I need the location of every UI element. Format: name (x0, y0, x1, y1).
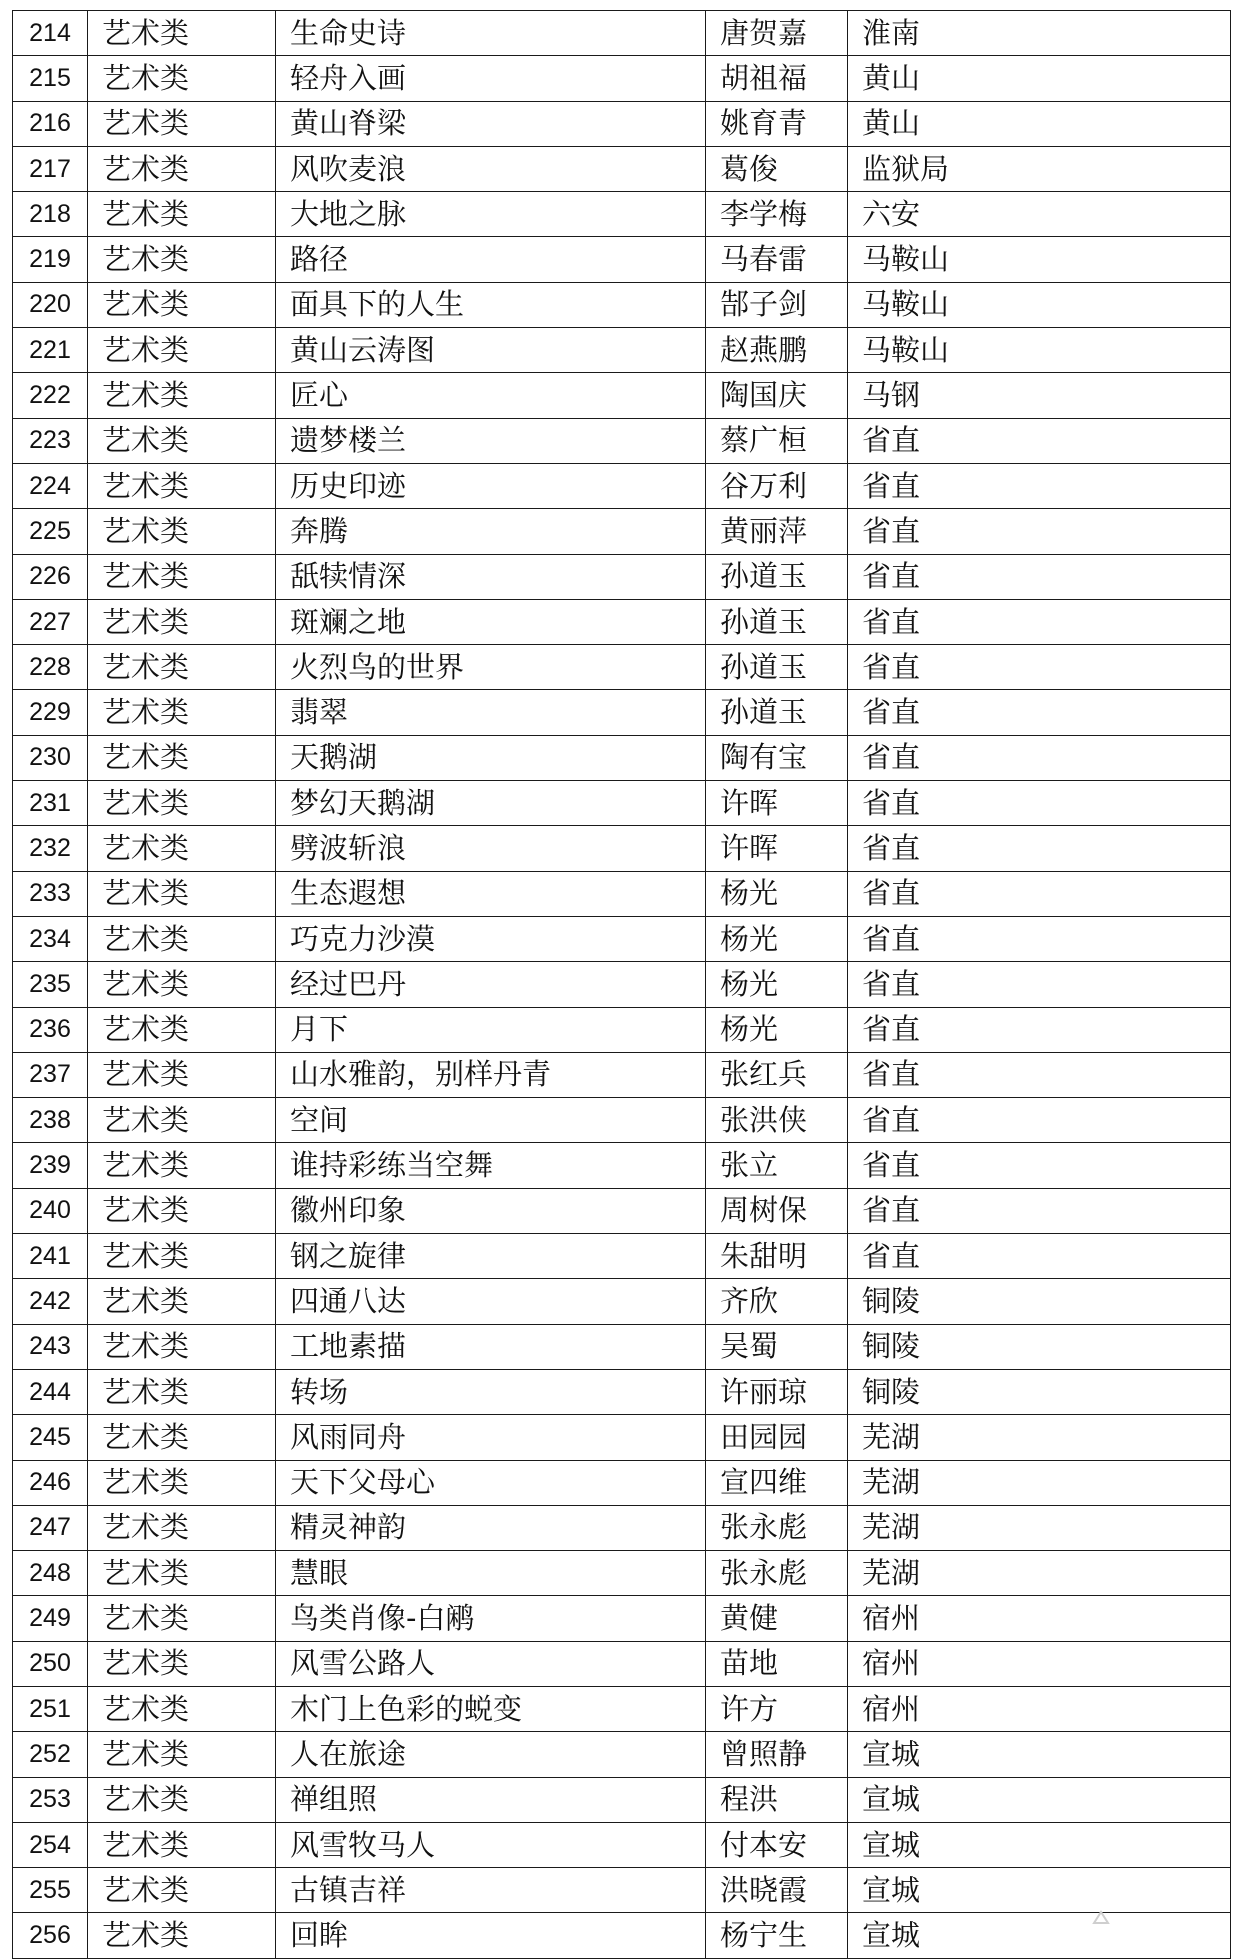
table-row (13, 962, 1231, 1007)
cell-number: 240 (13, 1188, 88, 1233)
cell-author: 许方 (706, 1686, 848, 1731)
cell-number: 243 (13, 1324, 88, 1369)
cell-title: 禅组照 (276, 1777, 706, 1822)
cell-number: 245 (13, 1415, 88, 1460)
cell-region: 省直 (848, 962, 1231, 1007)
cell-author: 黄丽萍 (706, 509, 848, 554)
cell-category: 艺术类 (88, 328, 276, 373)
cell-title: 劈波斩浪 (276, 826, 706, 871)
cell-category: 艺术类 (88, 101, 276, 146)
cell-author: 许晖 (706, 781, 848, 826)
cell-category: 艺术类 (88, 1777, 276, 1822)
cell-category: 艺术类 (88, 1732, 276, 1777)
cell-title: 木门上色彩的蜕变 (276, 1686, 706, 1731)
cell-category: 艺术类 (88, 645, 276, 690)
cell-number: 238 (13, 1098, 88, 1143)
cell-category: 艺术类 (88, 418, 276, 463)
cell-author: 杨宁生 (706, 1913, 848, 1958)
cell-title: 风雪公路人 (276, 1641, 706, 1686)
table-row (13, 871, 1231, 916)
cell-title: 黄山脊梁 (276, 101, 706, 146)
table-row (13, 1052, 1231, 1097)
cell-region: 省直 (848, 463, 1231, 508)
cell-region: 宣城 (848, 1777, 1231, 1822)
cell-author: 付本安 (706, 1822, 848, 1867)
cell-author: 赵燕鹏 (706, 328, 848, 373)
cell-category: 艺术类 (88, 237, 276, 282)
table-row (13, 56, 1231, 101)
cell-number: 220 (13, 282, 88, 327)
cell-author: 孙道玉 (706, 554, 848, 599)
cell-title: 翡翠 (276, 690, 706, 735)
table-row (13, 1234, 1231, 1279)
cell-author: 姚育青 (706, 101, 848, 146)
cell-number: 218 (13, 192, 88, 237)
cell-title: 风雨同舟 (276, 1415, 706, 1460)
cell-region: 芜湖 (848, 1460, 1231, 1505)
table-row (13, 1641, 1231, 1686)
cell-title: 古镇吉祥 (276, 1868, 706, 1913)
cell-number: 251 (13, 1686, 88, 1731)
cell-number: 230 (13, 735, 88, 780)
table-row (13, 11, 1231, 56)
cell-author: 齐欣 (706, 1279, 848, 1324)
table-row (13, 328, 1231, 373)
cell-author: 杨光 (706, 871, 848, 916)
cell-region: 马鞍山 (848, 237, 1231, 282)
cell-author: 苗地 (706, 1641, 848, 1686)
cell-category: 艺术类 (88, 1460, 276, 1505)
cell-category: 艺术类 (88, 1279, 276, 1324)
cell-number: 227 (13, 599, 88, 644)
table-row (13, 463, 1231, 508)
cell-category: 艺术类 (88, 1822, 276, 1867)
cell-author: 杨光 (706, 962, 848, 1007)
cell-title: 历史印迹 (276, 463, 706, 508)
cell-category: 艺术类 (88, 1505, 276, 1550)
cell-author: 马春雷 (706, 237, 848, 282)
cell-category: 艺术类 (88, 1369, 276, 1414)
table-row (13, 1415, 1231, 1460)
table-row (13, 1777, 1231, 1822)
table-row (13, 1551, 1231, 1596)
table-row (13, 1369, 1231, 1414)
cell-author: 胡祖福 (706, 56, 848, 101)
table-row (13, 1460, 1231, 1505)
cell-number: 253 (13, 1777, 88, 1822)
cell-title: 谁持彩练当空舞 (276, 1143, 706, 1188)
cell-author: 张永彪 (706, 1505, 848, 1550)
cell-region: 省直 (848, 554, 1231, 599)
cell-category: 艺术类 (88, 1868, 276, 1913)
cell-category: 艺术类 (88, 1686, 276, 1731)
cell-category: 艺术类 (88, 1188, 276, 1233)
cell-region: 宣城 (848, 1822, 1231, 1867)
cell-author: 杨光 (706, 916, 848, 961)
cell-number: 255 (13, 1868, 88, 1913)
cell-category: 艺术类 (88, 735, 276, 780)
cell-region: 省直 (848, 1007, 1231, 1052)
table-row (13, 554, 1231, 599)
cell-author: 许丽琼 (706, 1369, 848, 1414)
cell-number: 233 (13, 871, 88, 916)
cell-region: 宿州 (848, 1641, 1231, 1686)
cell-number: 250 (13, 1641, 88, 1686)
cell-title: 人在旅途 (276, 1732, 706, 1777)
cell-title: 火烈鸟的世界 (276, 645, 706, 690)
cell-author: 许晖 (706, 826, 848, 871)
cell-title: 风雪牧马人 (276, 1822, 706, 1867)
cell-region: 铜陵 (848, 1279, 1231, 1324)
cell-category: 艺术类 (88, 690, 276, 735)
table-row (13, 1913, 1231, 1958)
table-row (13, 418, 1231, 463)
cell-author: 程洪 (706, 1777, 848, 1822)
cell-author: 葛俊 (706, 146, 848, 191)
cell-title: 梦幻天鹅湖 (276, 781, 706, 826)
cell-number: 236 (13, 1007, 88, 1052)
cell-number: 224 (13, 463, 88, 508)
cell-title: 月下 (276, 1007, 706, 1052)
table-row (13, 1868, 1231, 1913)
cell-category: 艺术类 (88, 1052, 276, 1097)
cell-number: 214 (13, 11, 88, 56)
cell-region: 监狱局 (848, 146, 1231, 191)
cell-category: 艺术类 (88, 1007, 276, 1052)
cell-author: 张洪侠 (706, 1098, 848, 1143)
cell-number: 248 (13, 1551, 88, 1596)
cell-author: 宣四维 (706, 1460, 848, 1505)
cell-number: 222 (13, 373, 88, 418)
cell-author: 谷万利 (706, 463, 848, 508)
cell-title: 大地之脉 (276, 192, 706, 237)
table-row (13, 192, 1231, 237)
cell-title: 四通八达 (276, 1279, 706, 1324)
cell-title: 工地素描 (276, 1324, 706, 1369)
cell-number: 237 (13, 1052, 88, 1097)
cell-category: 艺术类 (88, 1234, 276, 1279)
cell-region: 省直 (848, 690, 1231, 735)
table-row (13, 146, 1231, 191)
table-row (13, 1279, 1231, 1324)
cell-category: 艺术类 (88, 1596, 276, 1641)
cell-author: 曾照静 (706, 1732, 848, 1777)
cell-author: 李学梅 (706, 192, 848, 237)
cell-number: 215 (13, 56, 88, 101)
cell-number: 219 (13, 237, 88, 282)
table-body (13, 11, 1231, 1959)
table-row (13, 282, 1231, 327)
cell-number: 247 (13, 1505, 88, 1550)
cell-category: 艺术类 (88, 509, 276, 554)
cell-author: 陶有宝 (706, 735, 848, 780)
cell-number: 249 (13, 1596, 88, 1641)
cell-title: 面具下的人生 (276, 282, 706, 327)
cell-title: 转场 (276, 1369, 706, 1414)
cell-author: 唐贺嘉 (706, 11, 848, 56)
cell-category: 艺术类 (88, 1913, 276, 1958)
cell-author: 孙道玉 (706, 645, 848, 690)
cell-number: 239 (13, 1143, 88, 1188)
cell-region: 黄山 (848, 101, 1231, 146)
cell-title: 空间 (276, 1098, 706, 1143)
table-row (13, 237, 1231, 282)
cell-author: 周树保 (706, 1188, 848, 1233)
cell-region: 芜湖 (848, 1551, 1231, 1596)
cell-category: 艺术类 (88, 56, 276, 101)
cell-author: 黄健 (706, 1596, 848, 1641)
cell-title: 鸟类肖像-白鹇 (276, 1596, 706, 1641)
cell-category: 艺术类 (88, 373, 276, 418)
cell-category: 艺术类 (88, 554, 276, 599)
table-row (13, 826, 1231, 871)
cell-category: 艺术类 (88, 962, 276, 1007)
table-row (13, 1143, 1231, 1188)
cell-region: 黄山 (848, 56, 1231, 101)
cell-region: 省直 (848, 1234, 1231, 1279)
cell-region: 宣城 (848, 1868, 1231, 1913)
cell-region: 淮南 (848, 11, 1231, 56)
cell-region: 省直 (848, 599, 1231, 644)
cell-region: 马鞍山 (848, 328, 1231, 373)
cell-number: 223 (13, 418, 88, 463)
cell-title: 匠心 (276, 373, 706, 418)
table-row (13, 1188, 1231, 1233)
table-row (13, 1007, 1231, 1052)
award-list-table (12, 10, 1231, 1959)
cell-category: 艺术类 (88, 11, 276, 56)
table-row (13, 509, 1231, 554)
table-row (13, 690, 1231, 735)
cell-region: 省直 (848, 781, 1231, 826)
table-row (13, 599, 1231, 644)
cell-number: 228 (13, 645, 88, 690)
cell-author: 张永彪 (706, 1551, 848, 1596)
cell-category: 艺术类 (88, 1324, 276, 1369)
cell-author: 洪晓霞 (706, 1868, 848, 1913)
cell-category: 艺术类 (88, 871, 276, 916)
cell-region: 芜湖 (848, 1415, 1231, 1460)
cell-title: 风吹麦浪 (276, 146, 706, 191)
cell-region: 铜陵 (848, 1369, 1231, 1414)
cell-number: 254 (13, 1822, 88, 1867)
cell-title: 山水雅韵，别样丹青 (276, 1052, 706, 1097)
cell-number: 234 (13, 916, 88, 961)
cell-region: 宿州 (848, 1686, 1231, 1731)
cell-title: 遗梦楼兰 (276, 418, 706, 463)
cell-region: 省直 (848, 1052, 1231, 1097)
table-row (13, 1324, 1231, 1369)
cell-category: 艺术类 (88, 781, 276, 826)
cell-title: 钢之旋律 (276, 1234, 706, 1279)
cell-title: 巧克力沙漠 (276, 916, 706, 961)
table-row (13, 781, 1231, 826)
cell-title: 斑斓之地 (276, 599, 706, 644)
cell-title: 经过巴丹 (276, 962, 706, 1007)
cell-author: 朱甜明 (706, 1234, 848, 1279)
cell-region: 六安 (848, 192, 1231, 237)
cell-author: 陶国庆 (706, 373, 848, 418)
cell-title: 舐犊情深 (276, 554, 706, 599)
cell-number: 244 (13, 1369, 88, 1414)
cell-author: 田园园 (706, 1415, 848, 1460)
cell-number: 221 (13, 328, 88, 373)
cell-region: 铜陵 (848, 1324, 1231, 1369)
cell-number: 216 (13, 101, 88, 146)
cell-region: 省直 (848, 645, 1231, 690)
cell-category: 艺术类 (88, 1098, 276, 1143)
cell-number: 235 (13, 962, 88, 1007)
cell-number: 241 (13, 1234, 88, 1279)
table-row (13, 1505, 1231, 1550)
table-row (13, 916, 1231, 961)
cell-title: 黄山云涛图 (276, 328, 706, 373)
cell-region: 省直 (848, 1188, 1231, 1233)
cell-title: 生命史诗 (276, 11, 706, 56)
cell-author: 孙道玉 (706, 599, 848, 644)
cell-category: 艺术类 (88, 146, 276, 191)
table-row (13, 1732, 1231, 1777)
cell-title: 天鹅湖 (276, 735, 706, 780)
cell-number: 226 (13, 554, 88, 599)
cell-region: 宿州 (848, 1596, 1231, 1641)
cell-title: 徽州印象 (276, 1188, 706, 1233)
cell-title: 回眸 (276, 1913, 706, 1958)
table-row (13, 1822, 1231, 1867)
cell-region: 宣城 (848, 1732, 1231, 1777)
cell-number: 242 (13, 1279, 88, 1324)
cell-author: 孙道玉 (706, 690, 848, 735)
cell-region: 省直 (848, 1143, 1231, 1188)
cell-region: 省直 (848, 418, 1231, 463)
cell-number: 229 (13, 690, 88, 735)
cell-category: 艺术类 (88, 916, 276, 961)
cell-region: 芜湖 (848, 1505, 1231, 1550)
cell-region: 省直 (848, 1098, 1231, 1143)
cell-number: 231 (13, 781, 88, 826)
cell-author: 蔡广桓 (706, 418, 848, 463)
cell-region: 马鞍山 (848, 282, 1231, 327)
cell-region: 省直 (848, 826, 1231, 871)
cell-region: 省直 (848, 916, 1231, 961)
cell-author: 张红兵 (706, 1052, 848, 1097)
cell-title: 生态遐想 (276, 871, 706, 916)
cell-category: 艺术类 (88, 1143, 276, 1188)
table-row (13, 101, 1231, 146)
table-row (13, 373, 1231, 418)
cell-author: 张立 (706, 1143, 848, 1188)
cell-category: 艺术类 (88, 463, 276, 508)
cell-title: 精灵神韵 (276, 1505, 706, 1550)
cell-category: 艺术类 (88, 1551, 276, 1596)
cell-number: 256 (13, 1913, 88, 1958)
table-row (13, 645, 1231, 690)
cell-category: 艺术类 (88, 1641, 276, 1686)
cell-author: 郜子剑 (706, 282, 848, 327)
cell-region: 省直 (848, 509, 1231, 554)
cell-number: 217 (13, 146, 88, 191)
cell-region: 马钢 (848, 373, 1231, 418)
table-row (13, 1596, 1231, 1641)
table-row (13, 1686, 1231, 1731)
cell-title: 轻舟入画 (276, 56, 706, 101)
cell-category: 艺术类 (88, 282, 276, 327)
cell-category: 艺术类 (88, 1415, 276, 1460)
cell-number: 246 (13, 1460, 88, 1505)
cell-title: 慧眼 (276, 1551, 706, 1596)
cell-title: 奔腾 (276, 509, 706, 554)
cell-number: 225 (13, 509, 88, 554)
cell-category: 艺术类 (88, 826, 276, 871)
cell-title: 路径 (276, 237, 706, 282)
cell-author: 吴蜀 (706, 1324, 848, 1369)
cell-number: 232 (13, 826, 88, 871)
cell-number: 252 (13, 1732, 88, 1777)
cell-category: 艺术类 (88, 599, 276, 644)
cell-region: 省直 (848, 735, 1231, 780)
cell-region: 省直 (848, 871, 1231, 916)
table-row (13, 1098, 1231, 1143)
cell-author: 杨光 (706, 1007, 848, 1052)
cell-category: 艺术类 (88, 192, 276, 237)
table-row (13, 735, 1231, 780)
cell-title: 天下父母心 (276, 1460, 706, 1505)
cell-region: 宣城 (848, 1913, 1231, 1958)
